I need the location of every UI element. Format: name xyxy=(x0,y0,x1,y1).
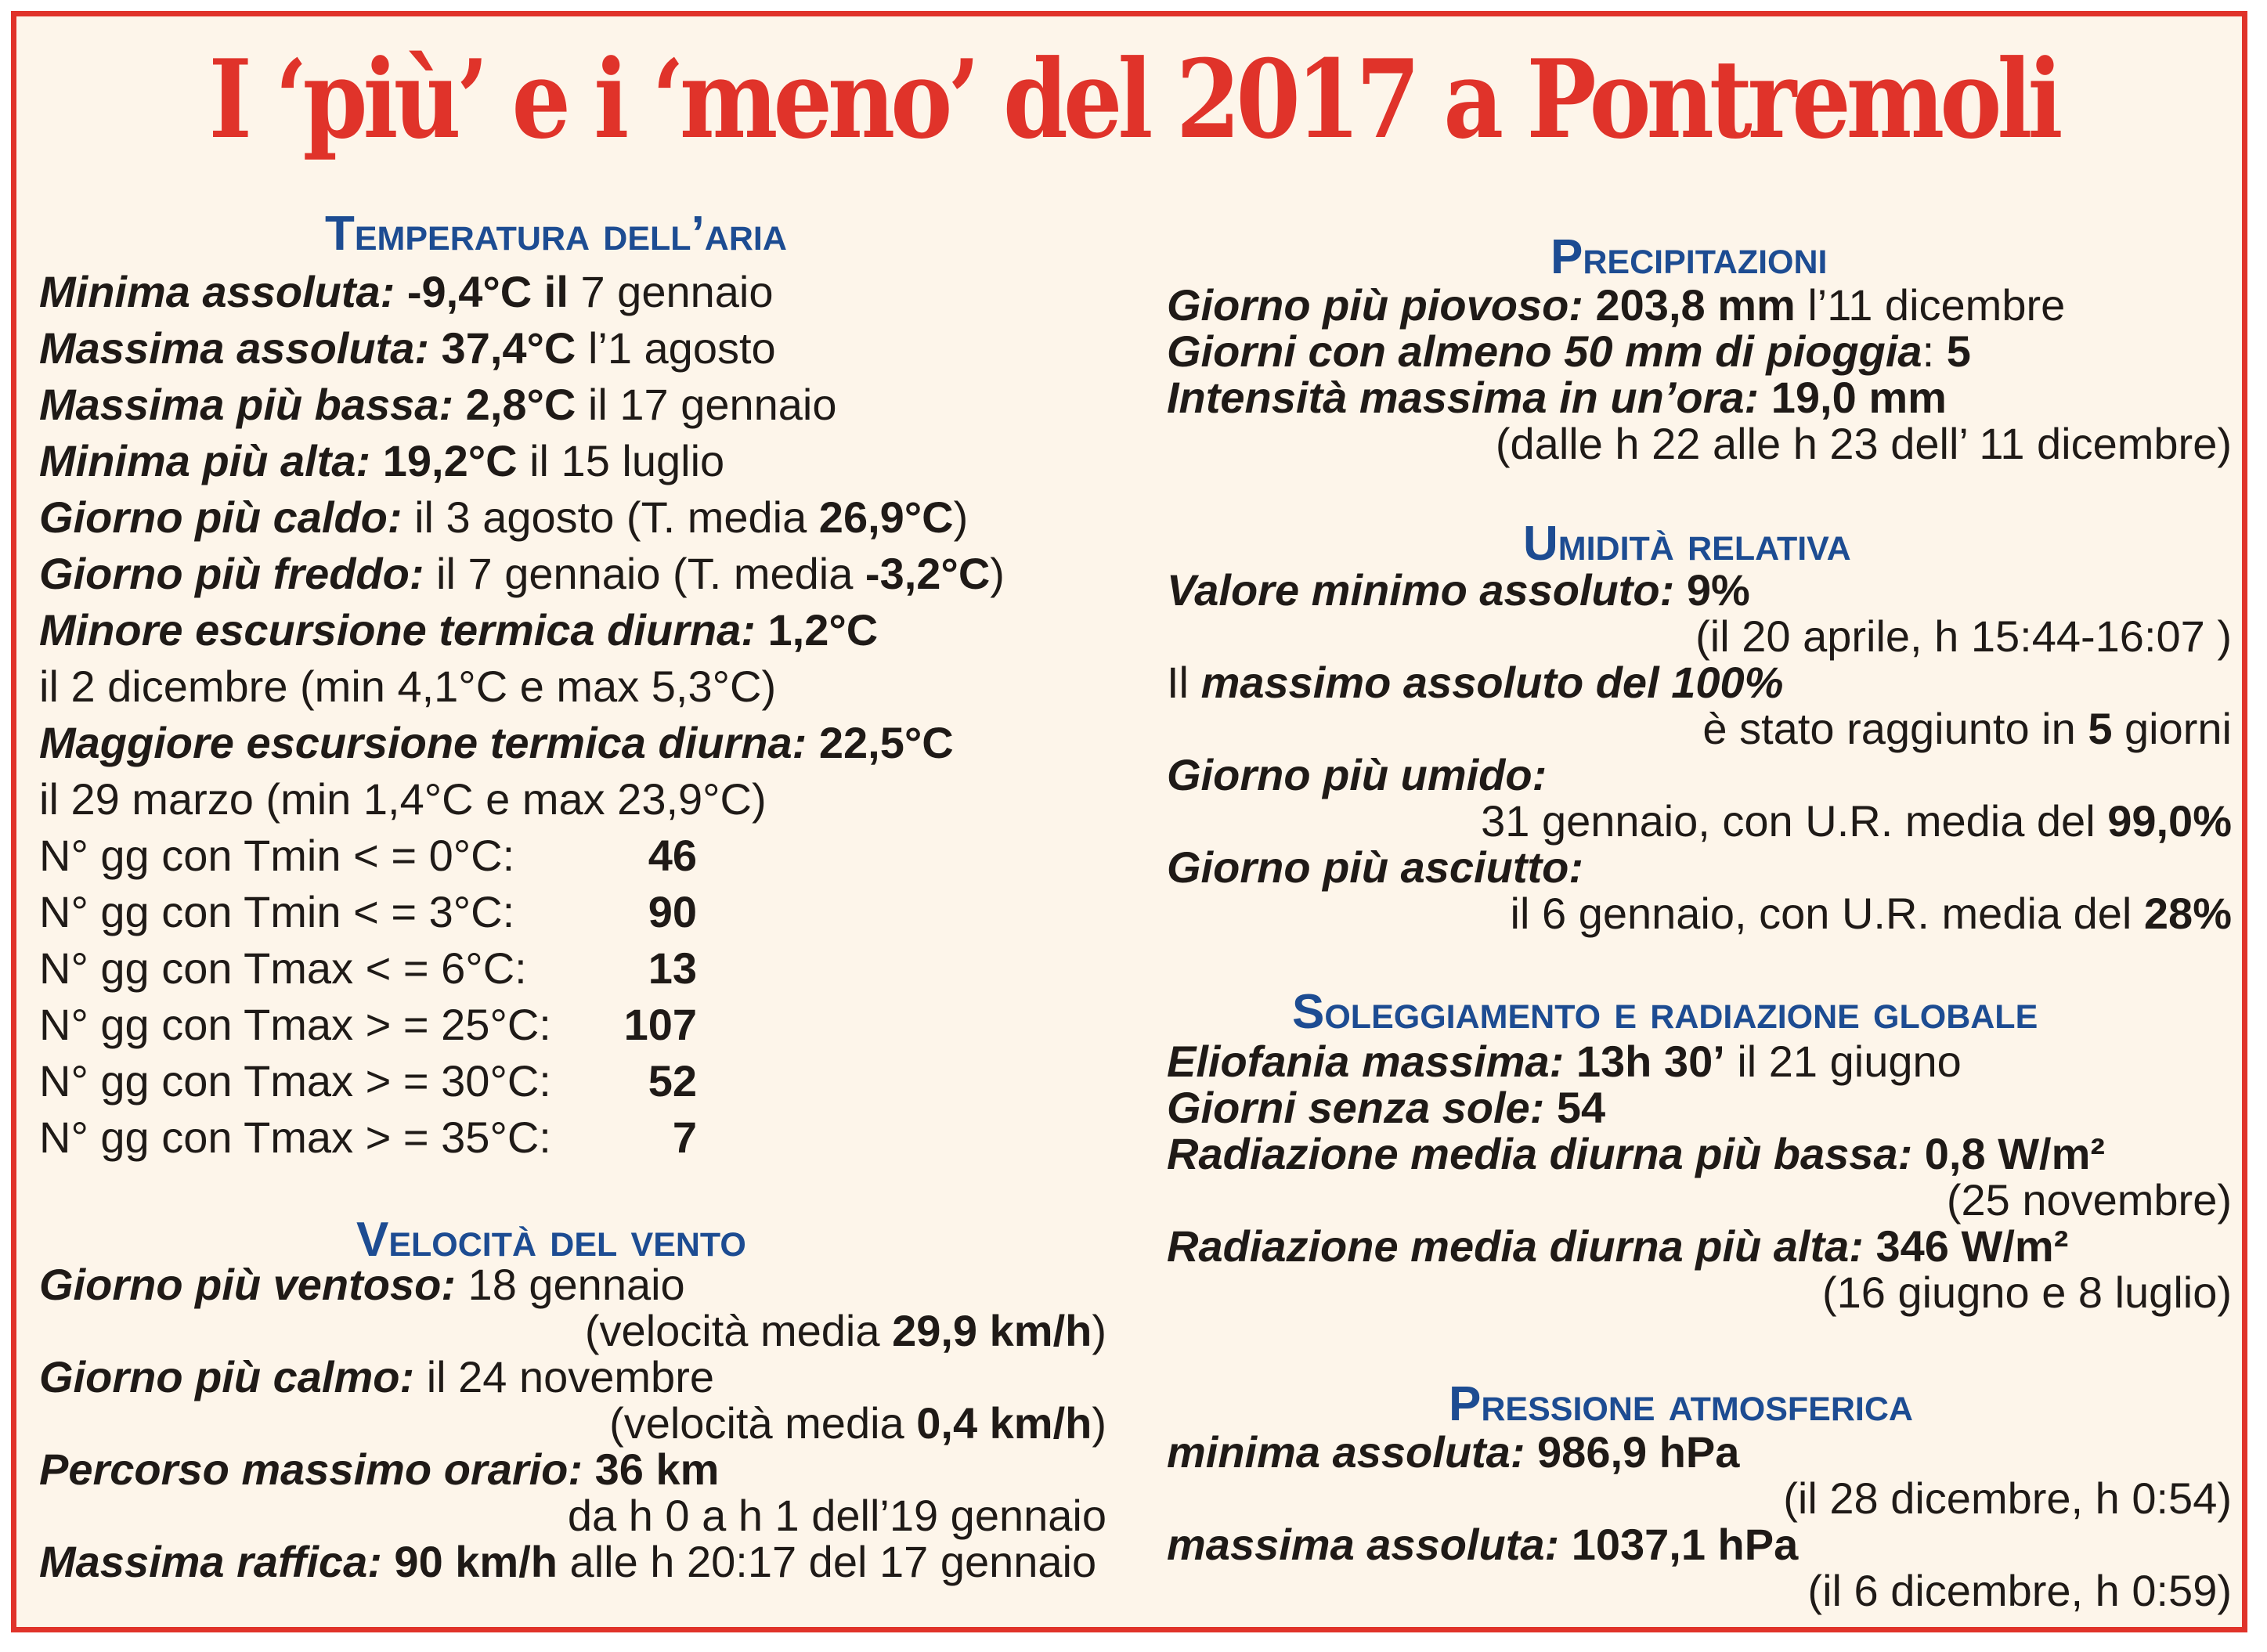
vento-heading: Velocità del vento xyxy=(356,1213,746,1267)
intensita-detail: (dalle h 22 alle h 23 dell’ 11 dicembre) xyxy=(1495,419,2232,468)
minore-escursione-row: Minore escursione termica diurna: 1,2°C xyxy=(39,605,879,655)
minore-escursione-detail: il 2 dicembre (min 4,1°C e max 5,3°C) xyxy=(39,662,777,711)
page-title: I ‘più’ e i ‘meno’ del 2017 a Pontremoli xyxy=(208,35,2059,163)
percorso-massimo-row: Percorso massimo orario: 36 km xyxy=(39,1445,720,1494)
eliofania-row: Eliofania massima: 13h 30’ il 21 giugno xyxy=(1167,1037,1962,1086)
precipitazioni-heading: Precipitazioni xyxy=(1550,230,1828,284)
soleggiamento-heading: Soleggiamento e radiazione globale xyxy=(1292,985,2038,1039)
radiazione-bassa-row: Radiazione media diurna più bassa: 0,8 W/m² xyxy=(1167,1129,2106,1178)
count-row: N° gg con Tmax > = 35°C: 7 xyxy=(39,1113,697,1162)
giorni-senza-sole-row: Giorni senza sole: 54 xyxy=(1167,1083,1606,1132)
pressione-minima-date: (il 28 dicembre, h 0:54) xyxy=(1783,1473,2232,1523)
giorni-50mm-row: Giorni con almeno 50 mm di pioggia: 5 xyxy=(1167,326,1971,376)
count-row: N° gg con Tmax > = 25°C: 107 xyxy=(39,1000,697,1049)
massima-piu-bassa-row: Massima più bassa: 2,8°C il 17 gennaio xyxy=(39,380,837,429)
count-row: N° gg con Tmin < = 0°C: 46 xyxy=(39,831,697,880)
umidita-heading: Umidità relativa xyxy=(1523,517,1851,571)
giorno-piu-asciutto-label: Giorno più asciutto: xyxy=(1167,842,1583,892)
intensita-massima-row: Intensità massima in un’ora: 19,0 mm xyxy=(1167,373,1947,422)
percorso-detail: da h 0 a h 1 dell’19 gennaio xyxy=(567,1491,1106,1540)
giorno-piu-freddo-row: Giorno più freddo: il 7 gennaio (T. media -3,2°C) xyxy=(39,549,1005,598)
giorno-piu-piovoso-row: Giorno più piovoso: 203,8 mm l’11 dicembre xyxy=(1167,280,2066,330)
massima-assoluta-row: Massima assoluta: 37,4°C l’1 agosto xyxy=(39,323,776,373)
giorno-piu-caldo-row: Giorno più caldo: il 3 agosto (T. media 26,9°C) xyxy=(39,492,969,542)
pressione-minima-row: minima assoluta: 986,9 hPa xyxy=(1167,1427,1740,1477)
massimo-assoluto-row: Il massimo assoluto del 100% xyxy=(1167,658,1784,707)
count-row: N° gg con Tmax > = 30°C: 52 xyxy=(39,1056,697,1106)
massimo-assoluto-detail: è stato raggiunto in 5 giorni xyxy=(1702,704,2232,753)
maggiore-escursione-detail: il 29 marzo (min 1,4°C e max 23,9°C) xyxy=(39,774,767,824)
giorno-piu-calmo-row: Giorno più calmo: il 24 novembre xyxy=(39,1352,714,1401)
temperatura-heading: Temperatura dell’aria xyxy=(325,207,787,261)
ventoso-detail: (velocità media 29,9 km/h) xyxy=(584,1306,1106,1355)
calmo-detail: (velocità media 0,4 km/h) xyxy=(609,1398,1106,1448)
pressione-massima-row: massima assoluta: 1037,1 hPa xyxy=(1167,1520,1799,1569)
radiazione-alta-row: Radiazione media diurna più alta: 346 W/m² xyxy=(1167,1221,2069,1271)
radiazione-alta-date: (16 giugno e 8 luglio) xyxy=(1821,1268,2232,1317)
count-row: N° gg con Tmax < = 6°C: 13 xyxy=(39,943,697,993)
pressione-heading: Pressione atmosferica xyxy=(1449,1377,1913,1431)
giorno-piu-asciutto-detail: il 6 gennaio, con U.R. media del 28% xyxy=(1510,889,2232,938)
radiazione-bassa-date: (25 novembre) xyxy=(1946,1175,2232,1225)
giorno-piu-ventoso-row: Giorno più ventoso: 18 gennaio xyxy=(39,1260,685,1309)
valore-minimo-row: Valore minimo assoluto: 9% xyxy=(1167,565,1750,615)
maggiore-escursione-row: Maggiore escursione termica diurna: 22,5°C xyxy=(39,718,954,767)
valore-minimo-detail: (il 20 aprile, h 15:44-16:07 ) xyxy=(1695,611,2232,661)
massima-raffica-row: Massima raffica: 90 km/h alle h 20:17 del 17 gennaio xyxy=(39,1537,1097,1586)
giorno-piu-umido-label: Giorno più umido: xyxy=(1167,750,1547,799)
minima-piu-alta-row: Minima più alta: 19,2°C il 15 luglio xyxy=(39,436,725,485)
minima-assoluta-row: Minima assoluta: -9,4°C il 7 gennaio xyxy=(39,267,774,316)
count-row: N° gg con Tmin < = 3°C: 90 xyxy=(39,887,697,936)
giorno-piu-umido-detail: 31 gennaio, con U.R. media del 99,0% xyxy=(1481,796,2232,846)
pressione-massima-date: (il 6 dicembre, h 0:59) xyxy=(1807,1566,2232,1615)
